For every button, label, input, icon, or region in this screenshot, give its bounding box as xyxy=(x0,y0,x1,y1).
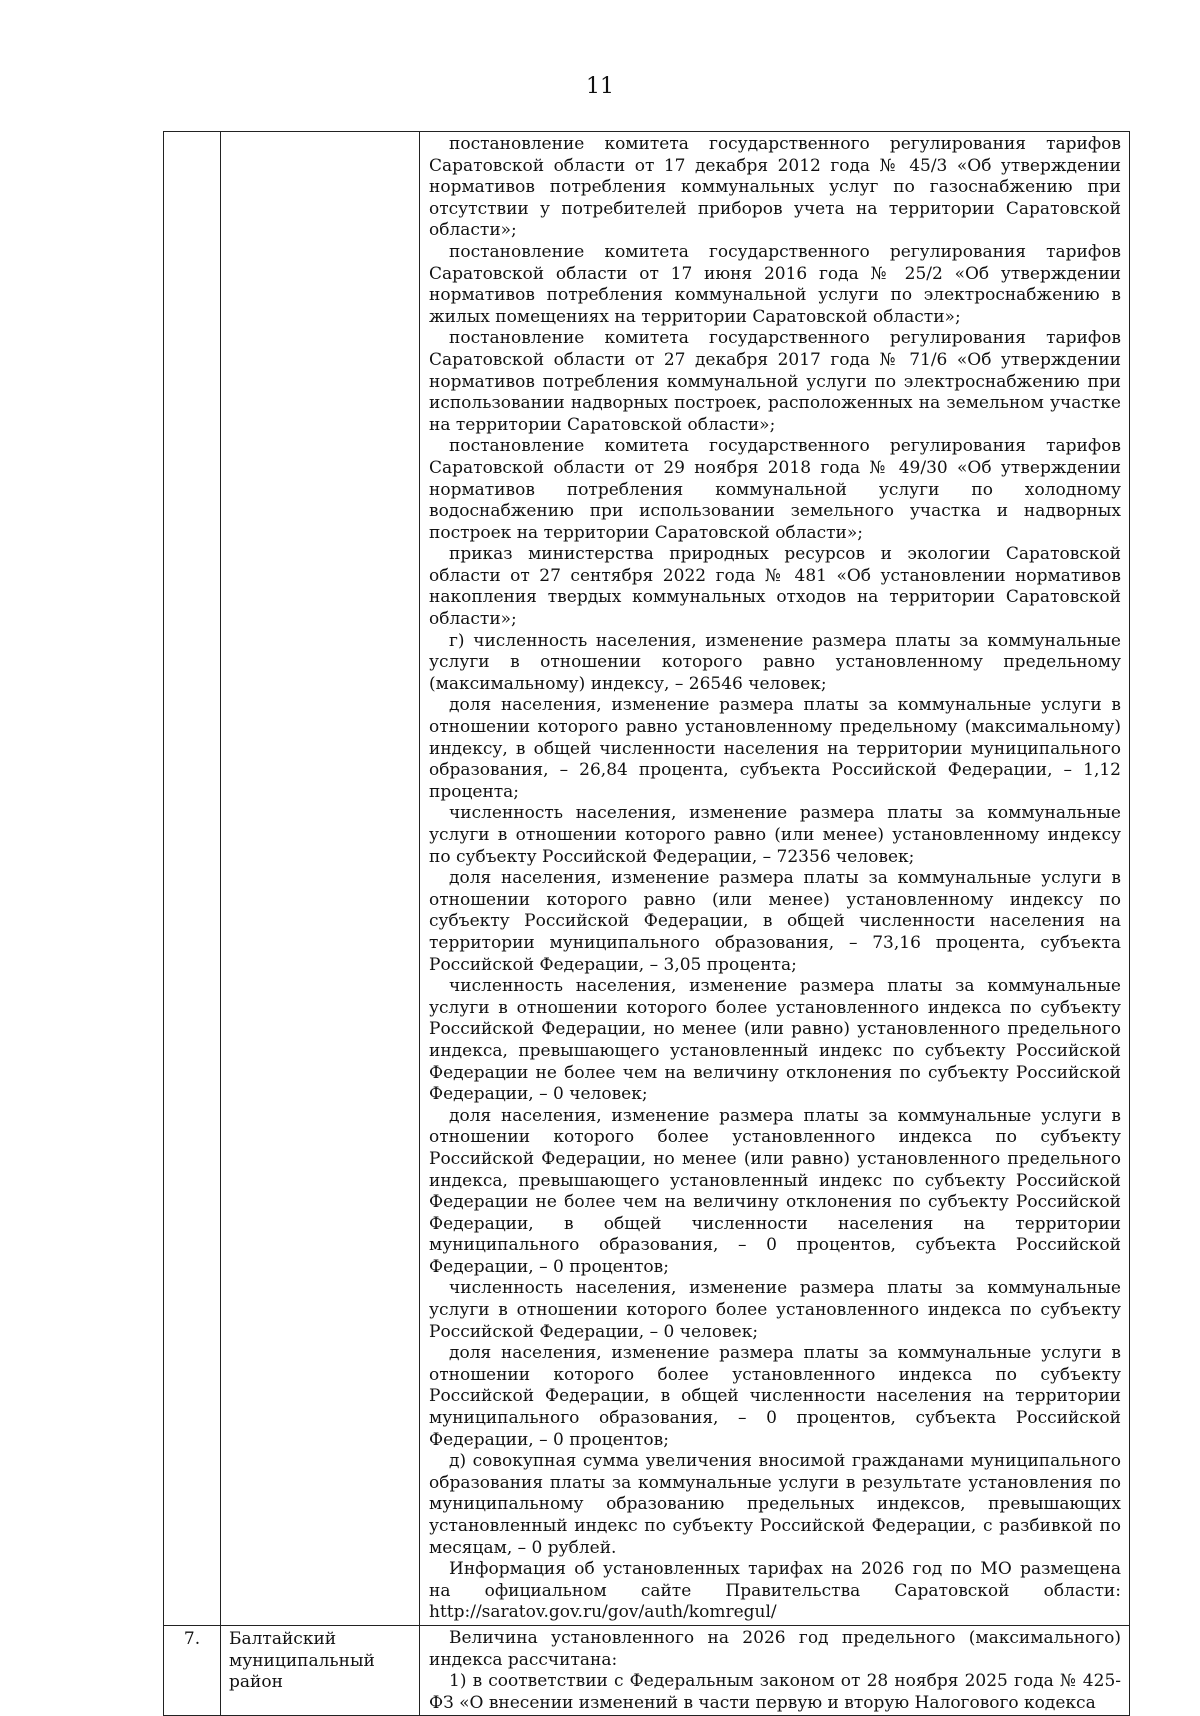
paragraph: доля населения, изменение размера платы за коммунальные услуги в отношении которого более установленного индекса по субъекту Российской Федерации, но менее (или равно) установленного предельного индекса, превышающего установленный индекс по субъекту Российской Федерации не более чем на величину отклонения по субъекту Российской Федерации, в общей численности населения на территории муниципального образования, – 0 процентов, субъекта Российской Федерации, – 0 процентов; xyxy=(429,1105,1121,1277)
row-number: 7. xyxy=(164,1625,221,1715)
municipality-name: Балтайский муниципальный район xyxy=(221,1625,420,1715)
paragraph: г) численность населения, изменение размера платы за коммунальные услуги в отношении которого равно установленному предельному (максимальному) индексу, – 26546 человек; xyxy=(429,630,1121,694)
paragraph: д) совокупная сумма увеличения вносимой гражданами муниципального образования платы за коммунальные услуги в результате установления по муниципальному образованию предельных индексов, превышающих установленный индекс по субъекту Российской Федерации, с разбивкой по месяцам, – 0 рублей. xyxy=(429,1451,1121,1558)
table-row-continuation xyxy=(164,132,1130,1626)
name-cell xyxy=(221,132,420,1626)
paragraph: Величина установленного на 2026 год предельного (максимального) индекса рассчитана: xyxy=(429,1627,1121,1670)
paragraph: численность населения, изменение размера платы за коммунальные услуги в отношении которого более установленного индекса по субъекту Российской Федерации, – 0 человек; xyxy=(429,1278,1121,1342)
paragraph: постановление комитета государственного регулирования тарифов Саратовской области от 17 июня 2016 года № 25/2 «Об утверждении нормативов потребления коммунальной услуги по электроснабжению в жилых помещениях на территории Саратовской области»; xyxy=(429,241,1121,327)
paragraph: постановление комитета государственного регулирования тарифов Саратовской области от 27 декабря 2017 года № 71/6 «Об утверждении нормативов потребления коммунальной услуги по электроснабжению при использовании надворных построек, расположенных на земельном участке на территории Саратовской области»; xyxy=(429,328,1121,435)
table-row-7 xyxy=(164,1625,1130,1715)
text-cell xyxy=(420,1625,1130,1715)
document-table xyxy=(163,131,1130,1716)
paragraph: постановление комитета государственного регулирования тарифов Саратовской области от 29 ноября 2018 года № 49/30 «Об утверждении нормативов потребления коммунальной услуги по холодному водоснабжению при использовании земельного участка и надворных построек на территории Саратовской области»; xyxy=(429,436,1121,543)
page-number: 11 xyxy=(586,74,614,99)
paragraph-tariff-info: Информация об установленных тарифах на 2026 год по МО размещена на официальном сайте Правительства Саратовской области: http://saratov.gov.ru/gov/auth/komregul/ xyxy=(429,1559,1121,1623)
paragraph: численность населения, изменение размера платы за коммунальные услуги в отношении которого равно (или менее) установленному индексу по субъекту Российской Федерации, – 72356 человек; xyxy=(429,803,1121,867)
paragraph: приказ министерства природных ресурсов и экологии Саратовской области от 27 сентября 2022 года № 481 «Об установлении нормативов накопления твердых коммунальных отходов на территории Саратовской области»; xyxy=(429,544,1121,630)
paragraph: доля населения, изменение размера платы за коммунальные услуги в отношении которого равно установленному предельному (максимальному) индексу, в общей численности населения на территории муниципального образования, – 26,84 процента, субъекта Российской Федерации, – 1,12 процента; xyxy=(429,695,1121,802)
paragraph: численность населения, изменение размера платы за коммунальные услуги в отношении которого более установленного индекса по субъекту Российской Федерации, но менее (или равно) установленного предельного индекса, превышающего установленный индекс по субъекту Российской Федерации не более чем на величину отклонения по субъекту Российской Федерации, – 0 человек; xyxy=(429,976,1121,1105)
paragraph: доля населения, изменение размера платы за коммунальные услуги в отношении которого равно (или менее) установленному индексу по субъекту Российской Федерации, в общей численности населения на территории муниципального образования, – 73,16 процента, субъекта Российской Федерации, – 3,05 процента; xyxy=(429,868,1121,975)
number-cell xyxy=(164,132,221,1626)
paragraph: постановление комитета государственного регулирования тарифов Саратовской области от 17 декабря 2012 года № 45/3 «Об утверждении нормативов потребления коммунальных услуг по газоснабжению при отсутствии у потребителей приборов учета на территории Саратовской области»; xyxy=(429,134,1121,241)
paragraph: 1) в соответствии с Федеральным законом от 28 ноября 2025 года № 425-ФЗ «О внесении изменений в части первую и вторую Налогового кодекса xyxy=(429,1671,1121,1713)
paragraph: доля населения, изменение размера платы за коммунальные услуги в отношении которого более установленного индекса по субъекту Российской Федерации, в общей численности населения на территории муниципального образования, – 0 процентов, субъекта Российской Федерации, – 0 процентов; xyxy=(429,1343,1121,1450)
text-cell xyxy=(420,132,1130,1626)
